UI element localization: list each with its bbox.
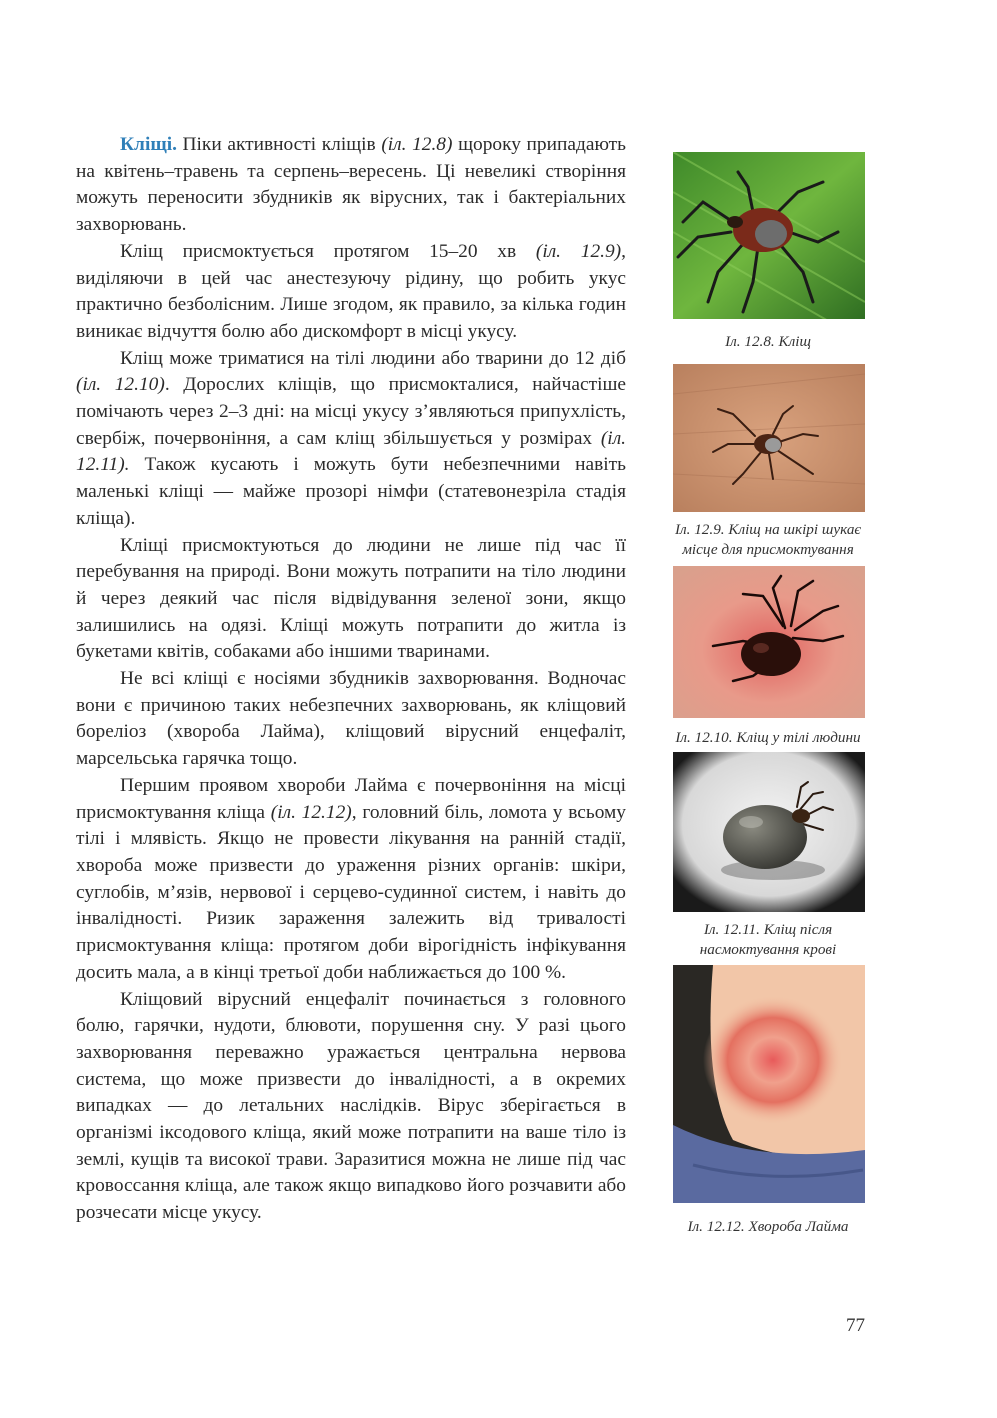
figure-ref: (іл. 12.8) bbox=[381, 134, 453, 155]
text-run: Також кусають і можуть бути небезпечними навіть маленькі кліщі — майже прозорі німфи (статевонезріла стадія кліща). bbox=[76, 454, 626, 529]
figure-ref: (іл. 12.11). bbox=[76, 427, 626, 476]
caption-line: Іл. 12.11. Кліщ після bbox=[703, 921, 833, 938]
figure-ref: (іл. 12.10) bbox=[76, 374, 165, 396]
paragraph-2 bbox=[76, 239, 626, 346]
engorged-tick-photo bbox=[673, 752, 865, 912]
lyme-rash-photo bbox=[673, 965, 865, 1203]
figure-caption bbox=[653, 520, 883, 560]
paragraph-4 bbox=[76, 533, 626, 667]
figure-caption: Іл. 12.8. Кліщ bbox=[725, 333, 811, 350]
caption-line: Іл. 12.9. Кліщ на шкірі шукає bbox=[674, 521, 862, 538]
tick-on-skin-photo bbox=[673, 364, 865, 512]
figure-ref: (іл. 12.12) bbox=[270, 801, 352, 823]
figure-12-9 bbox=[653, 364, 883, 564]
figure-12-8 bbox=[653, 152, 883, 362]
paragraph-7 bbox=[76, 987, 626, 1227]
figure-12-10 bbox=[653, 566, 883, 752]
paragraph-5 bbox=[76, 666, 626, 773]
text-run: Кліщ може триматися на тілі людини або тварини до 12 діб bbox=[120, 347, 626, 369]
caption-line: місце для присмоктування bbox=[682, 541, 854, 558]
tick-embedded-photo bbox=[673, 566, 865, 718]
main-text bbox=[76, 132, 626, 1227]
text-run: Кліщі присмоктуються до людини не лише під час її перебування на природі. Вони можуть потрапити на тіло людини й через деякий час після відвідування зеленої зони, якщо залишились на одязі. Кліщі можуть потрапити до житла із букетами квітів, собаками або іншими тваринами. bbox=[76, 534, 626, 663]
paragraph-6 bbox=[76, 773, 626, 987]
text-run: , головний біль, ломота у всьому тілі і млявість. Якщо не провести лікування на ранній стадії, хвороба може призвести до ураження різних органів: шкіри, суглобів, м’язів, нервової і серцево-судинної систем, і навіть до інвалідності. Ризик зараження залежить від тривалості присмоктування кліща: протягом доби вірогідність інфікування досить мала, а в кінці третьої доби наближається до 100 %. bbox=[76, 801, 626, 983]
text-run: Піки активності кліщів bbox=[176, 134, 382, 155]
lead-term: Кліщі. bbox=[120, 134, 177, 155]
caption-line: насмоктування крові bbox=[699, 941, 837, 958]
text-run: Кліщовий вірусний енцефаліт починається з головного болю, гарячки, нудоти, блювоти, порушення сну. У разі цього захворювання переважно уражається центральна нервова система, що може призвести до інвалідності, а в окремих випадках — до летальних наслідків. Вірус зберігається в організмі іксодового кліща, який може потрапити на ваше тіло із землі, кущів та високої трави. Заразитися можна не лише під час кровоссання кліща, але також якщо випадково його розчавити або розчесати місце укусу. bbox=[76, 988, 626, 1224]
figure-ref: (іл. 12.9) bbox=[535, 240, 622, 262]
text-run: Першим проявом хвороби Лайма є почервоніння на місці присмоктування кліща bbox=[76, 774, 626, 823]
text-run: , виділяючи в цей час анестезуючу рідину, що робить укус практично безболісним. Лише згодом, як правило, за кілька годин виникає відчуття болю або дискомфорт в місці укусу. bbox=[76, 240, 626, 342]
tick-on-leaf-photo bbox=[673, 152, 865, 319]
page-number: 77 bbox=[846, 1315, 865, 1336]
text-run: Не всі кліщі є носіями збудників захворювання. Водночас вони є причиною таких небезпечних захворювань, як кліщовий бореліоз (хвороба Лайма), кліщовий вірусний енцефаліт, марсельська гарячка тощо. bbox=[76, 668, 626, 770]
figure-caption: Іл. 12.12. Хвороба Лайма bbox=[687, 1218, 849, 1235]
text-run: . Дорослих кліщів, що присмокталися, найчастіше помічають через 2–3 дні: на місці укусу з’являються припухлість, свербіж, почервоніння, а сам кліщ збільшується у розмірах bbox=[76, 374, 626, 449]
paragraph-1 bbox=[76, 132, 626, 239]
paragraph-3 bbox=[76, 346, 626, 533]
figure-12-12 bbox=[653, 965, 883, 1245]
text-run: щороку припадають на квітень–травень та серпень–вересень. Ці невеликі створіння можуть переносити збудників як вірусних, так і бактеріальних захворювань. bbox=[76, 134, 626, 236]
figure-12-11 bbox=[653, 752, 883, 962]
figure-caption bbox=[653, 920, 883, 960]
figure-caption: Іл. 12.10. Кліщ у тілі людини bbox=[675, 729, 861, 746]
text-run: Кліщ присмоктується протягом 15–20 хв bbox=[120, 240, 536, 262]
